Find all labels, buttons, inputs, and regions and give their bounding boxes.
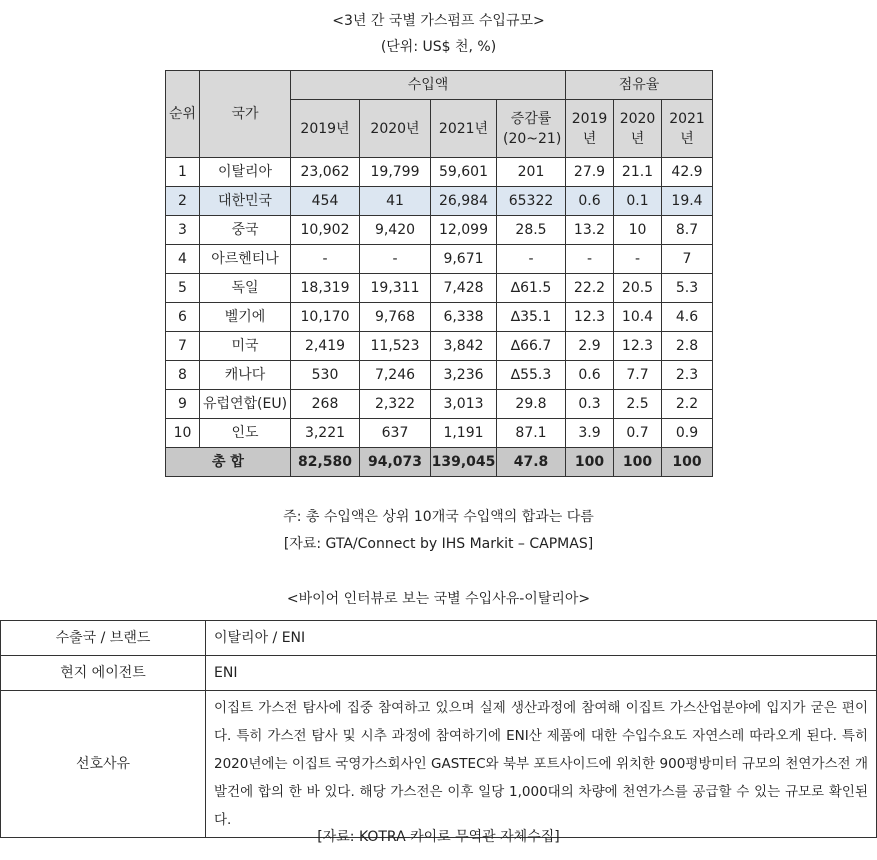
cell-y2020: 7,246 xyxy=(360,361,431,390)
interview-table xyxy=(0,620,877,838)
cell-rank: 6 xyxy=(166,303,200,332)
total-2020: 94,073 xyxy=(360,448,431,477)
cell-y2021: 12,099 xyxy=(431,216,497,245)
cell-change: ∆35.1 xyxy=(497,303,566,332)
cell-rank: 8 xyxy=(166,361,200,390)
cell-y2020: 2,322 xyxy=(360,390,431,419)
table-title: <3년 간 국별 가스펌프 수입규모> xyxy=(332,13,545,29)
cell-s2021: 42.9 xyxy=(662,158,713,187)
cell-s2019: 13.2 xyxy=(566,216,614,245)
cell-change: 29.8 xyxy=(497,390,566,419)
reason-label: 선호사유 xyxy=(1,691,206,838)
header-2019: 2019년 xyxy=(291,100,360,158)
cell-y2019: 530 xyxy=(291,361,360,390)
cell-s2019: 0.3 xyxy=(566,390,614,419)
cell-s2019: 3.9 xyxy=(566,419,614,448)
cell-s2020: 10.4 xyxy=(614,303,662,332)
cell-s2021: 7 xyxy=(662,245,713,274)
cell-y2021: 3,842 xyxy=(431,332,497,361)
cell-y2020: 9,420 xyxy=(360,216,431,245)
cell-s2021: 8.7 xyxy=(662,216,713,245)
cell-country: 미국 xyxy=(200,332,291,361)
total-share-2019: 100 xyxy=(566,448,614,477)
cell-y2021: 3,013 xyxy=(431,390,497,419)
cell-y2020: 637 xyxy=(360,419,431,448)
total-2021: 139,045 xyxy=(431,448,497,477)
cell-y2021: 6,338 xyxy=(431,303,497,332)
total-row xyxy=(166,448,713,477)
cell-change: 65322 xyxy=(497,187,566,216)
cell-y2020: - xyxy=(360,245,431,274)
cell-y2019: 3,221 xyxy=(291,419,360,448)
interview-source: [자료: KOTRA 카이로 무역관 자체수집] xyxy=(317,829,560,845)
cell-y2019: 268 xyxy=(291,390,360,419)
cell-s2021: 4.6 xyxy=(662,303,713,332)
cell-y2019: 23,062 xyxy=(291,158,360,187)
cell-s2019: - xyxy=(566,245,614,274)
cell-s2020: 0.1 xyxy=(614,187,662,216)
table-row xyxy=(166,245,713,274)
total-share-2021: 100 xyxy=(662,448,713,477)
cell-s2021: 5.3 xyxy=(662,274,713,303)
header-change: 증감률(20~21) xyxy=(497,100,566,158)
cell-y2021: 1,191 xyxy=(431,419,497,448)
cell-rank: 4 xyxy=(166,245,200,274)
header-share: 점유율 xyxy=(566,71,713,100)
cell-y2020: 9,768 xyxy=(360,303,431,332)
cell-s2020: 0.7 xyxy=(614,419,662,448)
header-share-2019: 2019년 xyxy=(566,100,614,158)
cell-y2019: 10,170 xyxy=(291,303,360,332)
cell-country: 중국 xyxy=(200,216,291,245)
cell-y2021: 9,671 xyxy=(431,245,497,274)
cell-y2021: 59,601 xyxy=(431,158,497,187)
cell-change: - xyxy=(497,245,566,274)
cell-y2021: 3,236 xyxy=(431,361,497,390)
cell-country: 유럽연합(EU) xyxy=(200,390,291,419)
brand-value: 이탈리아 / ENI xyxy=(206,621,877,656)
table-row xyxy=(166,216,713,245)
cell-s2020: 7.7 xyxy=(614,361,662,390)
cell-y2019: 454 xyxy=(291,187,360,216)
table-row xyxy=(166,187,713,216)
total-2019: 82,580 xyxy=(291,448,360,477)
total-change: 47.8 xyxy=(497,448,566,477)
cell-y2019: 2,419 xyxy=(291,332,360,361)
cell-y2020: 19,799 xyxy=(360,158,431,187)
cell-change: 87.1 xyxy=(497,419,566,448)
cell-rank: 10 xyxy=(166,419,200,448)
cell-rank: 5 xyxy=(166,274,200,303)
cell-y2020: 11,523 xyxy=(360,332,431,361)
table-row xyxy=(166,419,713,448)
cell-s2019: 12.3 xyxy=(566,303,614,332)
reason-value: 이집트 가스전 탐사에 집중 참여하고 있으며 실제 생산과정에 참여해 이집트 가스산업분야에 입지가 굳은 편이다. 특히 가스전 탐사 및 시추 과정에 참여하기에 ENI산 제품에 대한 수입수요도 자연스레 따라오게 된다. 특히 2020년에는 이집트 국영가스회사인 GASTEC와 북부 포트사이드에 위치한 900평방미터 규모의 천연가스전 개발건에 합의 한 바 있다. 해당 가스전은 이후 일당 1,000대의 차량에 천연가스를 공급할 수 있는 규모로 확인된다. xyxy=(206,691,877,838)
cell-s2019: 27.9 xyxy=(566,158,614,187)
cell-y2019: 18,319 xyxy=(291,274,360,303)
cell-s2020: 12.3 xyxy=(614,332,662,361)
cell-change: 28.5 xyxy=(497,216,566,245)
cell-s2021: 19.4 xyxy=(662,187,713,216)
cell-change: ∆55.3 xyxy=(497,361,566,390)
cell-rank: 9 xyxy=(166,390,200,419)
cell-y2021: 26,984 xyxy=(431,187,497,216)
cell-country: 아르헨티나 xyxy=(200,245,291,274)
table-row xyxy=(166,390,713,419)
cell-rank: 7 xyxy=(166,332,200,361)
header-share-2021: 2021년 xyxy=(662,100,713,158)
header-share-2020: 2020년 xyxy=(614,100,662,158)
import-table xyxy=(165,70,713,477)
header-rank: 순위 xyxy=(166,71,200,158)
cell-country: 인도 xyxy=(200,419,291,448)
cell-rank: 2 xyxy=(166,187,200,216)
table-row xyxy=(166,361,713,390)
cell-s2021: 2.3 xyxy=(662,361,713,390)
total-label: 총 합 xyxy=(166,448,291,477)
cell-s2021: 2.2 xyxy=(662,390,713,419)
interview-title: <바이어 인터뷰로 보는 국별 수입사유-이탈리아> xyxy=(286,591,591,607)
cell-s2019: 0.6 xyxy=(566,361,614,390)
cell-y2021: 7,428 xyxy=(431,274,497,303)
cell-change: ∆61.5 xyxy=(497,274,566,303)
table-row xyxy=(166,274,713,303)
cell-y2019: - xyxy=(291,245,360,274)
cell-y2020: 19,311 xyxy=(360,274,431,303)
table-row xyxy=(166,158,713,187)
cell-y2019: 10,902 xyxy=(291,216,360,245)
cell-s2020: 21.1 xyxy=(614,158,662,187)
cell-s2020: 2.5 xyxy=(614,390,662,419)
cell-rank: 1 xyxy=(166,158,200,187)
header-country: 국가 xyxy=(200,71,291,158)
total-share-2020: 100 xyxy=(614,448,662,477)
cell-country: 벨기에 xyxy=(200,303,291,332)
unit-label: (단위: US$ 천, %) xyxy=(380,39,497,55)
header-2020: 2020년 xyxy=(360,100,431,158)
table-row xyxy=(166,332,713,361)
cell-y2020: 41 xyxy=(360,187,431,216)
cell-country: 이탈리아 xyxy=(200,158,291,187)
cell-s2020: - xyxy=(614,245,662,274)
cell-rank: 3 xyxy=(166,216,200,245)
brand-label: 수출국 / 브랜드 xyxy=(1,621,206,656)
cell-s2019: 22.2 xyxy=(566,274,614,303)
cell-country: 독일 xyxy=(200,274,291,303)
cell-s2019: 0.6 xyxy=(566,187,614,216)
cell-country: 대한민국 xyxy=(200,187,291,216)
table-note: 주: 총 수입액은 상위 10개국 수입액의 합과는 다름 xyxy=(283,509,594,525)
cell-s2021: 0.9 xyxy=(662,419,713,448)
agent-label: 현지 에이전트 xyxy=(1,656,206,691)
cell-s2021: 2.8 xyxy=(662,332,713,361)
cell-change: 201 xyxy=(497,158,566,187)
cell-s2020: 10 xyxy=(614,216,662,245)
cell-change: ∆66.7 xyxy=(497,332,566,361)
header-import: 수입액 xyxy=(291,71,566,100)
cell-s2020: 20.5 xyxy=(614,274,662,303)
cell-country: 캐나다 xyxy=(200,361,291,390)
table-source: [자료: GTA/Connect by IHS Markit – CAPMAS] xyxy=(283,536,594,552)
cell-s2019: 2.9 xyxy=(566,332,614,361)
header-2021: 2021년 xyxy=(431,100,497,158)
agent-value: ENI xyxy=(206,656,877,691)
table-row xyxy=(166,303,713,332)
